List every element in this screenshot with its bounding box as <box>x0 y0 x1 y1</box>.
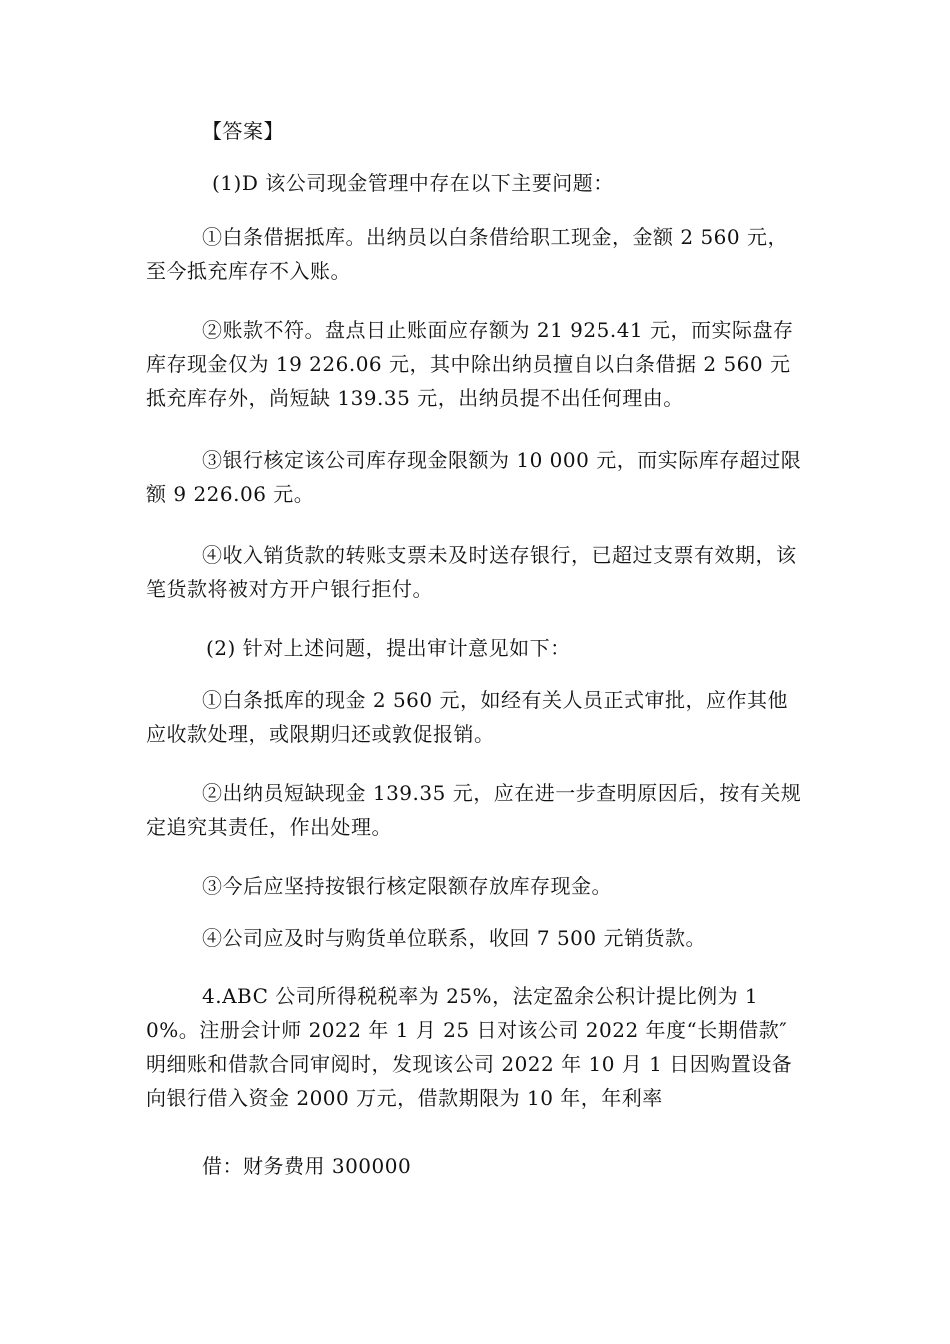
paragraph: 借：财务费用 300000 <box>202 1154 412 1178</box>
paragraph: ③今后应坚持按银行核定限额存放库存现金。 <box>202 874 612 898</box>
paragraph: ④公司应及时与购货单位联系，收回 7 500 元销货款。 <box>202 926 706 950</box>
paragraph: (2) 针对上述问题，提出审计意见如下： <box>206 636 571 660</box>
paragraph: 4.ABC 公司所得税税率为 25%，法定盈余公积计提比例为 10%。注册会计师 2022 年 1 月 25 日对该公司 2022 年度“长期借款″明细账和借款合同审阅时，发现该公司 2022 年 10 月 1 日因购置设备向银行借入资金 2000 万元，借款期限为 10 年，年利率 <box>146 984 793 1110</box>
paragraph: ②账款不符。盘点日止账面应存额为 21 925.41 元，而实际盘存库存现金仅为 19 226.06 元，其中除出纳员擅自以白条借据 2 560 元抵充库存外，尚短缺 139.35 元，出纳员提不出任何理由。 <box>146 318 794 410</box>
paragraph: (1)D 该公司现金管理中存在以下主要问题： <box>212 171 614 195</box>
answer-heading: 【答案】 <box>202 119 284 143</box>
paragraph: ②出纳员短缺现金 139.35 元，应在进一步查明原因后，按有关规定追究其责任，作出处理。 <box>146 781 802 839</box>
paragraph: ③银行核定该公司库存现金限额为 10 000 元，而实际库存超过限额 9 226.06 元。 <box>146 448 802 506</box>
paragraph: ①白条抵库的现金 2 560 元，如经有关人员正式审批，应作其他应收款处理，或限期归还或敦促报销。 <box>146 688 788 746</box>
paragraph: ④收入销货款的转账支票未及时送存银行，已超过支票有效期，该笔货款将被对方开户银行拒付。 <box>146 543 797 601</box>
paragraph: ①白条借据抵库。出纳员以白条借给职工现金，金额 2 560 元，至今抵充库存不入账。 <box>146 225 788 283</box>
